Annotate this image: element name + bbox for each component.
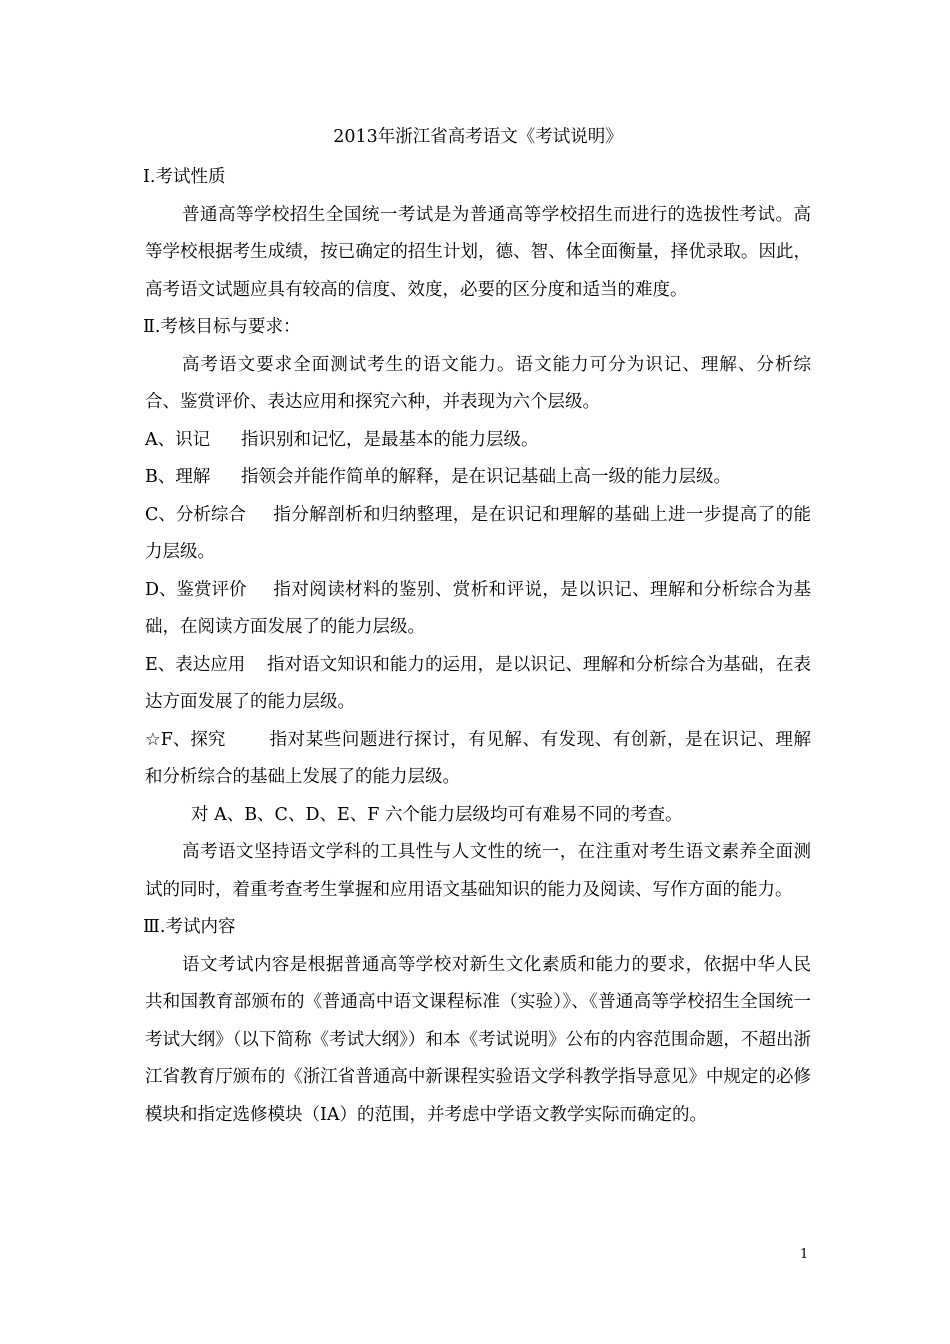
- section-heading-content: Ⅲ.考试内容: [143, 917, 236, 937]
- section-heading-objectives: Ⅱ.考核目标与要求：: [143, 317, 301, 337]
- level-label: A、识记: [145, 429, 211, 450]
- level-item-c: [145, 497, 811, 572]
- level-item-d: [145, 572, 811, 647]
- level-label: B、理解: [145, 467, 211, 487]
- document-body: [145, 159, 811, 1134]
- page-number: 1: [800, 1247, 809, 1262]
- level-text: 指识别和记忆，是最基本的能力层级。: [241, 429, 539, 450]
- level-text: 指对某些问题进行探讨，有见解、有发现、有创新，是在识记、理解和分析综合的基础上发展了的能力层级。: [145, 729, 811, 787]
- level-label: E、表达应用: [145, 654, 246, 675]
- level-label: D、鉴赏评价: [145, 579, 247, 600]
- level-item-b: [145, 459, 811, 497]
- level-item-e: [145, 647, 811, 722]
- paragraph-exam-content: 语文考试内容是根据普通高等学校对新生文化素质和能力的要求，依据中华人民共和国教育部颁布的《普通高中语文课程标准（实验）》、《普通高等学校招生全国统一考试大纲》（以下简称《考试大纲》）和本《考试说明》公布的内容范围命题，不超出浙江省教育厅颁布的《浙江省普通高中新课程实验语文学科教学指导意见》中规定的必修模块和指定选修模块（IA）的范围，并考虑中学语文教学实际而确定的。: [145, 954, 811, 1125]
- level-text: 指分解剖析和归纳整理，是在识记和理解的基础上进一步提高了的能力层级。: [145, 504, 811, 562]
- section-heading-nature: Ⅰ.考试性质: [143, 167, 226, 187]
- level-item-a: [145, 422, 811, 460]
- paragraph-exam-nature: 普通高等学校招生全国统一考试是为普通高等学校招生而进行的选拔性考试。高等学校根据考生成绩，按已确定的招生计划，德、智、体全面衡量，择优录取。因此，高考语文试题应具有较高的信度、效度，必要的区分度和适当的难度。: [145, 204, 811, 300]
- paragraph-levels-note: 对 A、B、C、D、E、F 六个能力层级均可有难易不同的考查。: [191, 804, 683, 825]
- paragraph-objectives-intro: 高考语文要求全面测试考生的语文能力。语文能力可分为识记、理解、分析综合、鉴赏评价、表达应用和探究六种，并表现为六个层级。: [145, 354, 811, 412]
- document-page: [145, 0, 811, 1344]
- level-text: 指对阅读材料的鉴别、赏析和评说，是以识记、理解和分析综合为基础，在阅读方面发展了的能力层级。: [145, 579, 811, 637]
- level-item-f: [145, 722, 811, 797]
- level-text: 指领会并能作简单的解释，是在识记基础上高一级的能力层级。: [241, 467, 731, 487]
- level-label: C、分析综合: [145, 504, 246, 525]
- level-text: 指对语文知识和能力的运用，是以识记、理解和分析综合为基础，在表达方面发展了的能力层级。: [145, 654, 811, 712]
- paragraph-objectives-summary: 高考语文坚持语文学科的工具性与人文性的统一，在注重对考生语文素养全面测试的同时，着重考查考生掌握和应用语文基础知识的能力及阅读、写作方面的能力。: [145, 842, 811, 900]
- level-label: ☆F、探究: [145, 729, 226, 750]
- document-title: 2013年浙江省高考语文《考试说明》: [333, 127, 623, 147]
